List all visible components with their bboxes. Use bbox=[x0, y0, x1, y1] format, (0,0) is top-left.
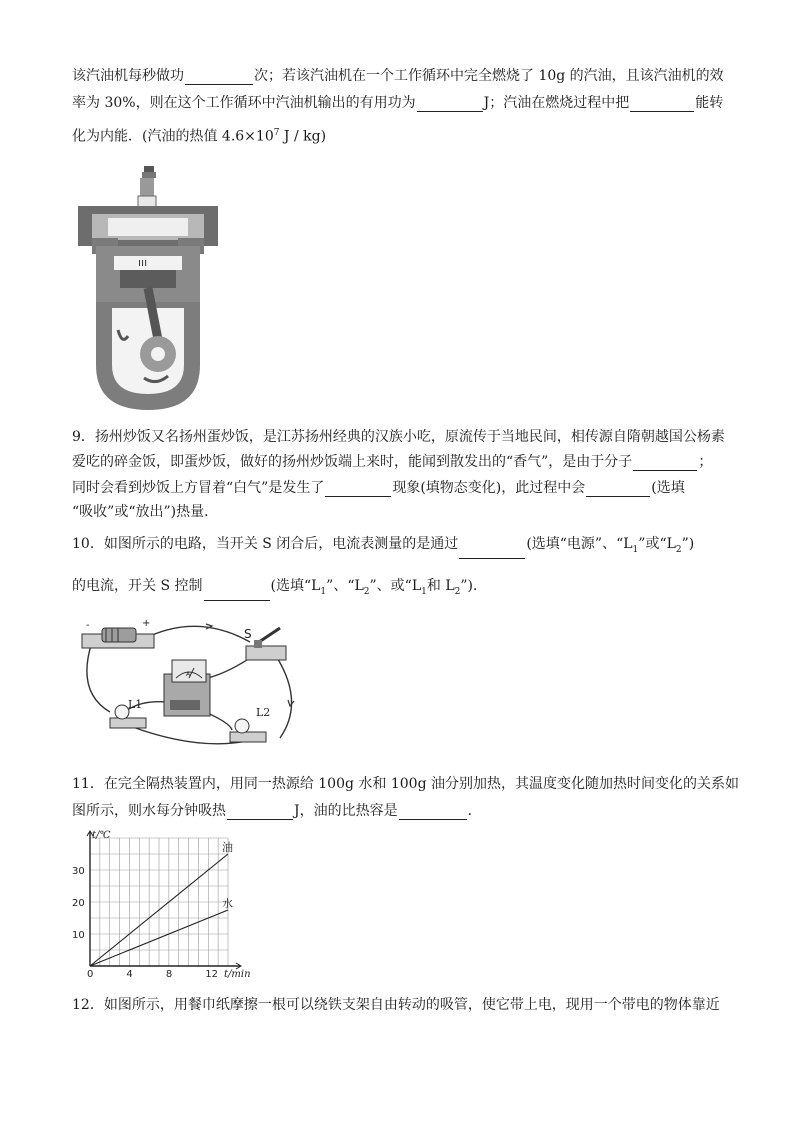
q8-line1: 该汽油机每秒做功 次；若该汽油机在一个工作循环中完全燃烧了 10g 的汽油，且该汽油机的效 bbox=[72, 68, 724, 84]
engine-figure bbox=[78, 160, 218, 415]
y-axis-label: t/℃ bbox=[92, 830, 111, 841]
q10-line1: 10．如图所示的电路，当开关 S 闭合后，电流表测量的是通过 (选填“电源”、“$L_1$”或“$L_2$”) bbox=[72, 535, 694, 559]
chart-labels bbox=[72, 830, 251, 978]
battery-minus: - bbox=[86, 620, 90, 631]
series-label: 油 bbox=[222, 841, 233, 854]
x-tick-label: 0 bbox=[87, 969, 94, 978]
q10-line2: 的电流，开关 S 控制 (选填“$L_1$”、“$L_2$”、或“$L_1$和 $L_2$”)． bbox=[72, 577, 487, 601]
q9-line1: 9．扬州炒饭又名扬州蛋炒饭，是江苏扬州经典的汉族小吃，原流传于当地民间，相传源自隋朝越国公杨素 bbox=[72, 429, 725, 445]
battery-plus: + bbox=[142, 618, 151, 629]
q8-line2: 率为 30%，则在这个工作循环中汽油机输出的有用功为 J；汽油在燃烧过程中把 能转 bbox=[72, 95, 724, 111]
chart-grid bbox=[90, 838, 228, 966]
lamp2-label: L2 bbox=[256, 706, 271, 719]
answer-blank[interactable] bbox=[185, 70, 253, 85]
answer-blank[interactable] bbox=[227, 805, 293, 820]
temperature-time-chart bbox=[68, 828, 278, 978]
answer-blank[interactable] bbox=[586, 482, 650, 497]
svg-text:ııı: ııı bbox=[138, 256, 148, 269]
x-tick-label: 4 bbox=[126, 969, 133, 978]
q9-line3: 同时会看到炒饭上方冒着“白气”是发生了 现象(填物态变化)，此过程中会 (选填 bbox=[72, 480, 685, 496]
q12-line1: 12．如图所示，用餐巾纸摩擦一根可以绕铁支架自由转动的吸管，使它带上电，现用一个带电的物体靠近 bbox=[72, 997, 720, 1013]
q8-line3: 化为内能．(汽油的热值 $4.6\times 10^7$ J / kg) bbox=[72, 128, 327, 145]
circuit-diagram bbox=[80, 612, 305, 752]
x-tick-label: 8 bbox=[165, 969, 173, 978]
q11-line2: 图所示，则水每分钟吸热 J，油的比热容是 ． bbox=[72, 803, 482, 819]
x-axis-label: t/min bbox=[224, 969, 251, 978]
series-label: 水 bbox=[222, 897, 233, 910]
answer-blank[interactable] bbox=[204, 586, 270, 601]
x-tick-label: 12 bbox=[205, 969, 219, 978]
lamp1-label: L1 bbox=[128, 698, 143, 711]
y-tick-label: 10 bbox=[72, 930, 85, 941]
answer-blank[interactable] bbox=[399, 805, 467, 820]
switch-label: S bbox=[244, 627, 252, 641]
y-tick-label: 20 bbox=[72, 898, 85, 909]
q9-line4: “吸收”或“放出”)热量． bbox=[72, 504, 219, 520]
answer-blank[interactable] bbox=[630, 97, 694, 112]
answer-blank[interactable] bbox=[325, 482, 391, 497]
answer-blank[interactable] bbox=[459, 544, 525, 559]
answer-blank[interactable] bbox=[633, 456, 697, 471]
q9-line2: 爱吃的碎金饭，即蛋炒饭，做好的扬州炒饭端上来时，能闻到散发出的“香气”，是由于分子 ； bbox=[72, 454, 713, 470]
q11-line1: 11．在完全隔热装置内，用同一热源给 100g 水和 100g 油分别加热，其温度变化随加热时间变化的关系如 bbox=[72, 776, 739, 792]
ammeter-label: A bbox=[186, 671, 191, 678]
y-tick-label: 30 bbox=[72, 866, 85, 877]
answer-blank[interactable] bbox=[417, 97, 483, 112]
